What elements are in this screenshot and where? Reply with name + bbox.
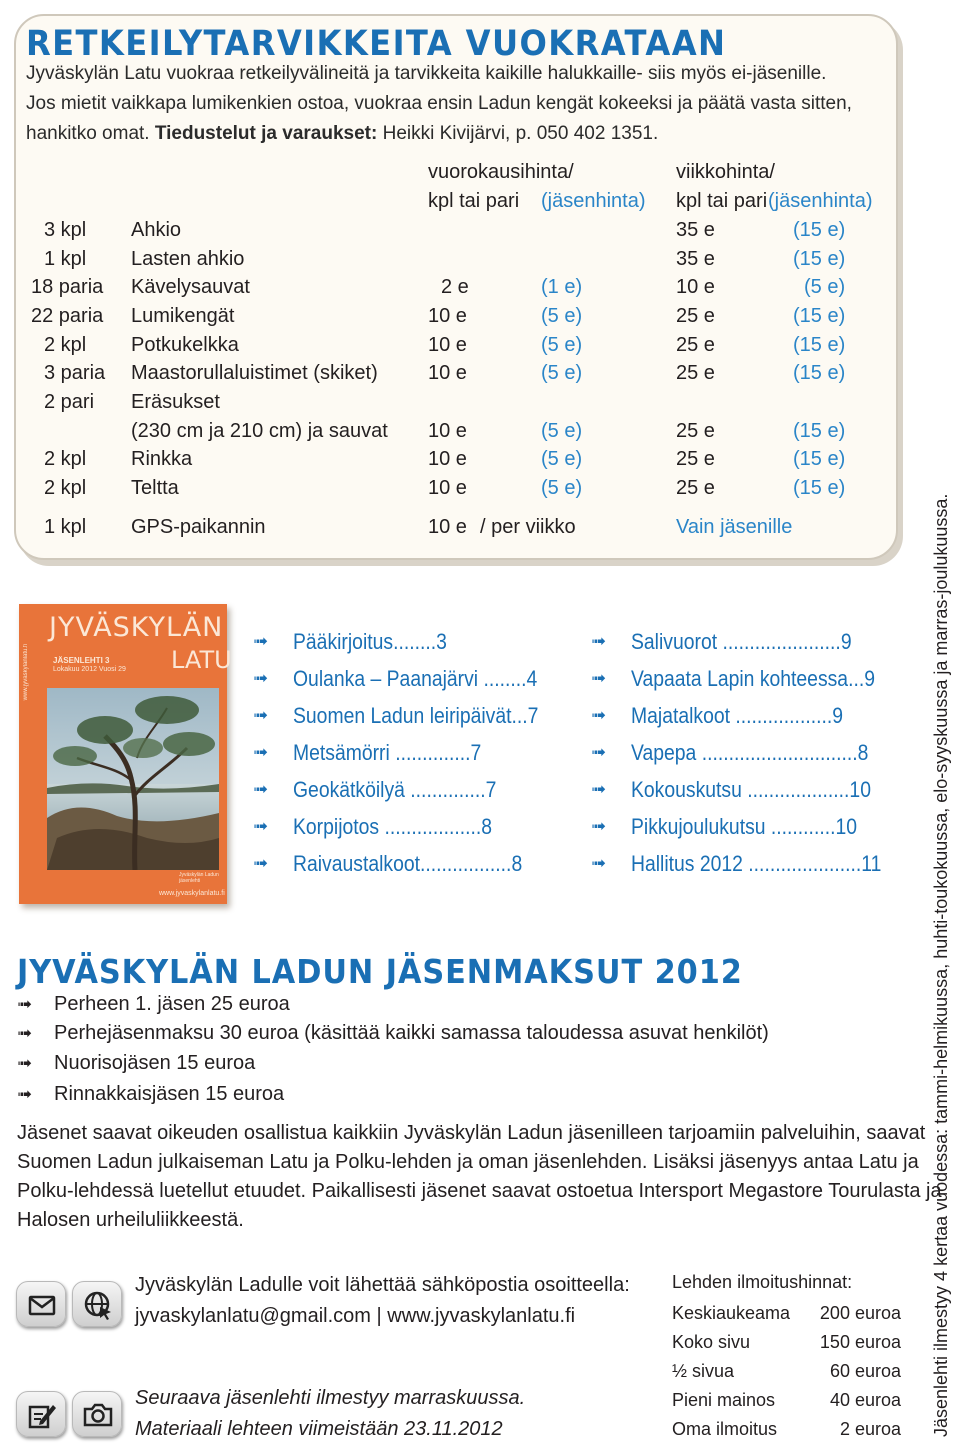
cover-url: www.jyvaskylanlatu.fi — [159, 890, 225, 897]
toc-title: Majatalkoot ..................9 — [631, 703, 843, 728]
item-qty: 3 kpl — [44, 219, 87, 241]
ad-name: Koko sivu — [672, 1332, 751, 1352]
toc-title: Hallitus 2012 .....................11 — [631, 851, 882, 876]
item-day-member: (5 e) — [541, 362, 583, 384]
item-qty: 2 kpl — [44, 477, 87, 499]
arrow-icon: ➟ — [591, 742, 607, 762]
item-week-price: 35 e — [676, 219, 715, 241]
ad-price-row — [672, 1419, 901, 1443]
toc-item[interactable] — [253, 740, 553, 766]
arrow-icon: ➟ — [17, 1023, 33, 1043]
item-name: (230 cm ja 210 cm) ja sauvat — [131, 420, 388, 442]
item-day-member: (1 e) — [541, 276, 583, 298]
toc-title: Oulanka – Paanajärvi ........4 — [293, 666, 538, 691]
rental-intro-line-3 — [26, 119, 658, 149]
web-icon[interactable] — [72, 1281, 122, 1327]
item-qty: 2 kpl — [44, 448, 87, 470]
item-name: Lasten ahkio — [131, 248, 245, 270]
item-qty: 22 paria — [31, 305, 104, 327]
item-week-price: 25 e — [676, 448, 715, 470]
item-day-price: 10 e — [428, 477, 467, 499]
item-week-price: 25 e — [676, 305, 715, 327]
rental-intro-line-1: Jyväskylän Latu vuokraa retkeilyvälineitä ja tarvikkeita kaikille halukkaille- siis myös ei-jäsenille. — [26, 63, 827, 84]
item-day-member: (5 e) — [541, 477, 583, 499]
edit-icon[interactable] — [16, 1391, 66, 1437]
item-day-member: (5 e) — [541, 448, 583, 470]
toc-title: Suomen Ladun leiripäivät...7 — [293, 703, 539, 728]
ad-price-row — [672, 1390, 901, 1416]
item-name: Potkukelkka — [131, 334, 239, 356]
item-name: Teltta — [131, 477, 179, 499]
arrow-icon: ➟ — [253, 668, 269, 688]
item-day-member: (5 e) — [541, 420, 583, 442]
toc-title: Salivuorot ......................9 — [631, 629, 852, 654]
item-day-price: 10 e — [428, 420, 467, 442]
item-name: Lumikengät — [131, 305, 235, 327]
item-week-member: (15 e) — [793, 420, 846, 442]
ad-name: Oma ilmoitus — [672, 1419, 778, 1439]
item-qty: 2 kpl — [44, 334, 87, 356]
item-day-price: 10 e — [428, 448, 467, 470]
item-week-price: 25 e — [676, 334, 715, 356]
arrow-icon: ➟ — [591, 853, 607, 873]
ad-price-row — [672, 1303, 901, 1329]
cover-issue: JÄSENLEHTI 3 — [53, 656, 110, 665]
fees-paragraph-line: Halosen urheiluliikkeestä. — [17, 1209, 244, 1231]
ad-name: Pieni mainos — [672, 1390, 776, 1410]
arrow-icon: ➟ — [17, 1084, 33, 1104]
arrow-icon: ➟ — [591, 668, 607, 688]
item-qty: 3 paria — [44, 362, 106, 384]
toc-item[interactable] — [591, 666, 891, 692]
header-day-unit: kpl tai pari — [428, 190, 520, 212]
item-week-member: (15 e) — [793, 477, 846, 499]
gps-per: / per viikko — [480, 516, 576, 538]
rental-intro-line-2: Jos mietit vaikkapa lumikenkien ostoa, vuokraa ensin Ladun kengät kokeeksi ja päätä vasta sitten, — [26, 93, 852, 114]
cover-caption: Jyväskylän Ladun jäsenlehti — [179, 872, 219, 884]
toc-item[interactable] — [253, 666, 553, 692]
contact-line-2[interactable]: jyvaskylanlatu@gmail.com | www.jyvaskylanlatu.fi — [135, 1305, 576, 1327]
toc-title: Geokätköilyä ..............7 — [293, 777, 497, 802]
arrow-icon: ➟ — [591, 816, 607, 836]
toc-item[interactable] — [253, 851, 553, 877]
arrow-icon: ➟ — [17, 1053, 33, 1073]
cover-issue-sub: Lokakuu 2012 Vuosi 29 — [53, 666, 126, 673]
ad-price: 60 euroa — [829, 1361, 901, 1381]
item-week-member: (15 e) — [793, 448, 846, 470]
item-week-member: (5 e) — [804, 276, 846, 298]
item-name: Eräsukset — [131, 391, 220, 413]
fee-text: Perhejäsenmaksu 30 euroa (käsittää kaikki samassa taloudessa asuvat henkilöt) — [54, 1022, 769, 1044]
item-week-member: (15 e) — [793, 305, 846, 327]
intro-text: hankitko omat. — [26, 123, 150, 144]
arrow-icon: ➟ — [253, 705, 269, 725]
arrow-icon: ➟ — [253, 853, 269, 873]
item-week-price: 25 e — [676, 362, 715, 384]
gps-price: 10 e — [428, 516, 467, 538]
fees-paragraph-line: Jäsenet saavat oikeuden osallistua kaikkiin Jyväskylän Ladun jäsenilleen tarjoamiin palveluihin, saavat — [17, 1122, 926, 1144]
toc-item[interactable] — [253, 777, 553, 803]
toc-title: Pikkujoulukutsu ............10 — [631, 814, 858, 839]
toc-item[interactable] — [591, 703, 891, 729]
ad-name: ½ sivua — [672, 1361, 735, 1381]
item-week-price: 35 e — [676, 248, 715, 270]
toc-item[interactable] — [253, 814, 553, 840]
cover-photo — [47, 688, 219, 870]
toc-title: Korpijotos ..................8 — [293, 814, 493, 839]
toc-title: Kokouskutsu ...................10 — [631, 777, 871, 802]
item-week-member: (15 e) — [793, 334, 846, 356]
fee-text: Nuorisojäsen 15 euroa — [54, 1052, 256, 1074]
header-week-title: viikkohinta/ — [676, 161, 775, 183]
toc-title: Vapaata Lapin kohteessa...9 — [631, 666, 876, 691]
item-week-price: 25 e — [676, 477, 715, 499]
side-note: Jäsenlehti ilmestyy 4 kertaa vuodessa: tammi-helmikuussa, huhti-toukokuussa, elo-syyskuussa ja marras-joulukuussa. — [931, 493, 951, 1437]
rental-title: RETKEILYTARVIKKEITA VUOKRATAAN — [26, 24, 727, 64]
ad-price: 150 euroa — [819, 1332, 901, 1352]
header-week-unit: kpl tai pari — [676, 190, 768, 212]
next-issue-line-1: Seuraava jäsenlehti ilmestyy marraskuussa. — [135, 1387, 526, 1409]
toc-item[interactable] — [591, 629, 891, 655]
toc-item[interactable] — [253, 703, 553, 729]
mail-icon[interactable] — [16, 1281, 66, 1327]
item-name: Kävelysauvat — [131, 276, 250, 298]
fee-text: Rinnakkaisjäsen 15 euroa — [54, 1083, 285, 1105]
item-name: Maastorullaluistimet (skiket) — [131, 362, 378, 384]
cover-latu: LATU — [171, 646, 232, 674]
fees-paragraph-line: Polku-lehdessä luetellut etuudet. Paikallisesti jäsenet saavat ostoetua Intersport Megastore Tourulasta ja — [17, 1180, 942, 1202]
toc-item[interactable] — [591, 851, 891, 877]
fees-title: JYVÄSKYLÄN LADUN JÄSENMAKSUT 2012 — [17, 952, 743, 991]
next-issue-line-2: Materiaali lehteen viimeistään 23.11.2012 — [135, 1418, 503, 1440]
arrow-icon: ➟ — [591, 705, 607, 725]
item-day-member: (5 e) — [541, 334, 583, 356]
arrow-icon: ➟ — [17, 994, 33, 1014]
fees-paragraph-line: Suomen Ladun julkaiseman Latu ja Polku-lehden ja oman jäsenlehden. Lisäksi jäsenyys antaa Latu ja — [17, 1151, 919, 1173]
toc-title: Pääkirjoitus........3 — [293, 629, 447, 654]
fee-text: Perheen 1. jäsen 25 euroa — [54, 993, 290, 1015]
intro-contact: Heikki Kivijärvi, p. 050 402 1351. — [382, 123, 659, 144]
item-week-price: 10 e — [676, 276, 715, 298]
item-name: Ahkio — [131, 219, 182, 241]
toc-title: Metsämörri ..............7 — [293, 740, 482, 765]
item-week-member: (15 e) — [793, 362, 846, 384]
gps-qty: 1 kpl — [44, 516, 87, 538]
ad-prices-title: Lehden ilmoitushinnat: — [672, 1272, 853, 1292]
cover-side-text: www.jyvaskylanlatu.fi — [23, 644, 29, 701]
header-day-member: (jäsenhinta) — [541, 190, 646, 212]
camera-icon[interactable] — [72, 1391, 122, 1437]
item-qty: 1 kpl — [44, 248, 87, 270]
item-qty: 18 paria — [31, 276, 104, 298]
ad-price-row — [672, 1332, 901, 1358]
gps-name: GPS-paikannin — [131, 516, 266, 538]
toc-title: Vapepa .............................8 — [631, 740, 869, 765]
ad-name: Keskiaukeama — [672, 1303, 791, 1323]
item-day-price: 10 e — [428, 362, 467, 384]
item-qty: 2 pari — [44, 391, 95, 413]
ad-price: 2 euroa — [839, 1419, 901, 1439]
arrow-icon: ➟ — [253, 742, 269, 762]
item-day-member: (5 e) — [541, 305, 583, 327]
item-name: Rinkka — [131, 448, 193, 470]
cover-title: JYVÄSKYLÄN — [49, 612, 224, 643]
ad-price: 200 euroa — [819, 1303, 901, 1323]
magazine-cover — [19, 604, 232, 904]
item-week-member: (15 e) — [793, 248, 846, 270]
intro-contact-label: Tiedustelut ja varaukset: — [154, 123, 378, 144]
toc-item[interactable] — [591, 814, 891, 840]
toc-item[interactable] — [591, 777, 891, 803]
arrow-icon: ➟ — [253, 631, 269, 651]
toc-item[interactable] — [591, 740, 891, 766]
header-week-member: (jäsenhinta) — [768, 190, 873, 212]
ad-price-row — [672, 1361, 901, 1387]
ad-price: 40 euroa — [829, 1390, 901, 1410]
toc-title: Raivaustalkoot.................8 — [293, 851, 523, 876]
item-day-price: 10 e — [428, 334, 467, 356]
arrow-icon: ➟ — [591, 779, 607, 799]
item-day-price: 2 e — [441, 276, 469, 298]
header-day-title: vuorokausihinta/ — [428, 161, 574, 183]
arrow-icon: ➟ — [253, 779, 269, 799]
contact-line-1: Jyväskylän Ladulle voit lähettää sähköpostia osoitteella: — [135, 1274, 630, 1296]
gps-note: Vain jäsenille — [676, 516, 793, 538]
item-week-price: 25 e — [676, 420, 715, 442]
item-week-member: (15 e) — [793, 219, 846, 241]
arrow-icon: ➟ — [253, 816, 269, 836]
toc-item[interactable] — [253, 629, 553, 655]
item-day-price: 10 e — [428, 305, 467, 327]
arrow-icon: ➟ — [591, 631, 607, 651]
